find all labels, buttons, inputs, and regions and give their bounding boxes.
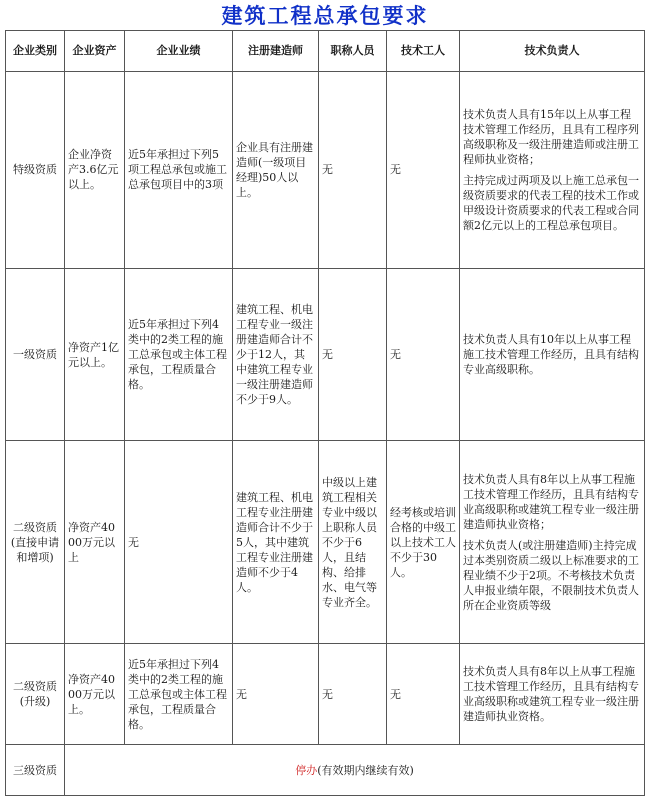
first-tech-lead: 技术负责人具有10年以上从事工程施工技术管理工作经历，且具有结构专业高级职称。	[460, 269, 645, 441]
third-status-suspended: 停办	[295, 763, 318, 777]
special-tech-lead	[460, 71, 645, 269]
first-constructors: 建筑工程、机电工程专业一级注册建造师合计不少于12人，其中建筑工程专业一级注册建造师不少于9人。	[233, 269, 319, 441]
first-category: 一级资质	[6, 269, 65, 441]
second-direct-constructors: 建筑工程、机电工程专业注册建造师合计不少于5人，其中建筑工程专业注册建造师不少于4人。	[233, 441, 319, 644]
second-direct-assets: 净资产4000万元以上	[65, 441, 125, 644]
third-category: 三级资质	[6, 745, 65, 796]
third-status	[65, 745, 645, 796]
header-constructors: 注册建造师	[233, 31, 319, 72]
page-title: 建筑工程总承包要求	[221, 3, 429, 28]
special-tech-lead-para-1: 技术负责人具有15年以上从事工程技术管理工作经历，且具有工程序列高级职称及一级注册建造师或注册工程师执业资格；	[463, 107, 639, 166]
table-row-second-upgrade	[6, 643, 645, 744]
second-direct-titled-staff: 中级以上建筑工程相关专业中级以上职称人员不少于6人，且结构、给排水、电气等专业齐全。	[319, 441, 387, 644]
special-titled-staff: 无	[319, 71, 387, 269]
table-row-third	[6, 745, 645, 796]
special-workers: 无	[387, 71, 460, 269]
table-row-first	[6, 269, 645, 441]
header-category: 企业类别	[6, 31, 65, 72]
third-status-note: (有效期内继续有效)	[317, 763, 414, 777]
first-titled-staff: 无	[319, 269, 387, 441]
header-titled-staff: 职称人员	[319, 31, 387, 72]
second-upgrade-assets: 净资产4000万元以上。	[65, 643, 125, 744]
second-direct-performance: 无	[125, 441, 233, 644]
header-workers: 技术工人	[387, 31, 460, 72]
second-direct-tech-lead-para-1: 技术负责人具有8年以上从事工程施工技术管理工作经历，且具有结构专业高级职称或建筑工程专业一级注册建造师执业资格；	[463, 472, 639, 531]
second-upgrade-constructors: 无	[233, 643, 319, 744]
first-performance: 近5年承担过下列4类中的2类工程的施工总承包或主体工程承包，工程质量合格。	[125, 269, 233, 441]
header-performance: 企业业绩	[125, 31, 233, 72]
first-assets: 净资产1亿元以上。	[65, 269, 125, 441]
header-tech-lead: 技术负责人	[460, 31, 645, 72]
second-upgrade-titled-staff: 无	[319, 643, 387, 744]
second-upgrade-category: 二级资质(升级)	[6, 643, 65, 744]
second-upgrade-performance: 近5年承担过下列4类中的2类工程的施工总承包或主体工程承包，工程质量合格。	[125, 643, 233, 744]
second-direct-tech-lead-para-2: 技术负责人(或注册建造师)主持完成过本类别资质二级以上标准要求的工程业绩不少于2项。不考核技术负责人申报业绩年限，不限制技术负责人所在企业资质等级	[463, 538, 639, 612]
second-direct-category: 二级资质(直接申请和增项)	[6, 441, 65, 644]
second-direct-workers: 经考核或培训合格的中级工以上技术工人不少于30人。	[387, 441, 460, 644]
table-header-row	[6, 31, 645, 72]
second-direct-tech-lead	[460, 441, 645, 644]
special-tech-lead-para-2: 主持完成过两项及以上施工总承包一级资质要求的代表工程的技术工作或甲级设计资质要求的代表工程或合同额2亿元以上的工程总承包项目。	[463, 173, 639, 232]
table-row-special	[6, 71, 645, 269]
table-row-second-direct	[6, 441, 645, 644]
header-assets: 企业资产	[65, 31, 125, 72]
qualification-table	[5, 30, 645, 796]
second-upgrade-workers: 无	[387, 643, 460, 744]
second-upgrade-tech-lead: 技术负责人具有8年以上从事工程施工技术管理工作经历，且具有结构专业高级职称或建筑工程专业一级注册建造师执业资格。	[460, 643, 645, 744]
special-performance: 近5年承担过下列5项工程总承包或施工总承包项目中的3项	[125, 71, 233, 269]
special-constructors: 企业具有注册建造师(一级项目经理)50人以上。	[233, 71, 319, 269]
first-workers: 无	[387, 269, 460, 441]
special-category: 特级资质	[6, 71, 65, 269]
special-assets: 企业净资产3.6亿元以上。	[65, 71, 125, 269]
